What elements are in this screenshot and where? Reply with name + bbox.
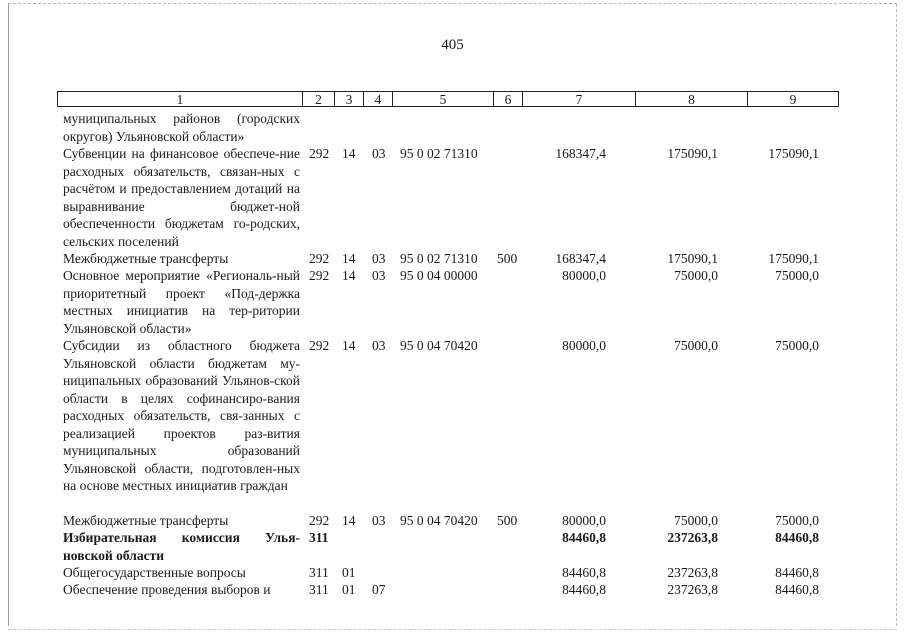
row-description: Основное мероприятие «Региональ-ный приоритетный проект «Под-держка местных инициатив на тер-ритории Ульяновской области» (63, 268, 300, 336)
cell-amount-9: 84460,8 (775, 582, 819, 597)
cell-amount-9: 75000,0 (775, 268, 819, 283)
cell-code-4: 03 (372, 268, 386, 283)
cell-code-2: 292 (309, 338, 330, 353)
header-cell: 7 (522, 91, 636, 107)
cell-code-3: 14 (342, 513, 356, 528)
cell-code-4: 03 (372, 513, 386, 528)
cell-amount-7: 168347,4 (555, 251, 606, 266)
header-cell: 8 (635, 91, 748, 107)
page-edge-bottom (8, 629, 897, 630)
header-cell: 5 (392, 91, 494, 107)
cell-code-2: 292 (309, 513, 330, 528)
cell-code-5: 95 0 02 71310 (400, 146, 478, 161)
page-number: 405 (441, 37, 464, 53)
row-description: Избирательная комиссия Улья-новской области (63, 530, 300, 563)
cell-code-3: 14 (342, 338, 356, 353)
cell-code-2: 311 (309, 530, 329, 545)
cell-code-4: 03 (372, 146, 386, 161)
cell-amount-9: 84460,8 (775, 565, 819, 580)
cell-amount-7: 84460,8 (562, 582, 606, 597)
cell-amount-9: 84460,8 (775, 530, 819, 545)
cell-amount-8: 75000,0 (674, 338, 718, 353)
cell-code-5: 95 0 04 70420 (400, 513, 478, 528)
cell-code-2: 292 (309, 251, 330, 266)
cell-code-6: 500 (497, 513, 518, 528)
cell-code-4: 03 (372, 338, 386, 353)
row-description: Общегосударственные вопросы (63, 565, 246, 580)
cell-amount-8: 237263,8 (667, 530, 718, 545)
cell-code-2: 292 (309, 268, 330, 283)
cell-amount-7: 84460,8 (562, 530, 606, 545)
page-edge-left (8, 4, 9, 626)
header-cell: 2 (302, 91, 335, 107)
cell-amount-7: 168347,4 (555, 146, 606, 161)
cell-amount-7: 80000,0 (562, 338, 606, 353)
row-description: Межбюджетные трансферты (63, 513, 229, 528)
cell-code-3: 14 (342, 146, 356, 161)
cell-amount-8: 175090,1 (667, 251, 718, 266)
cell-code-5: 95 0 02 71310 (400, 251, 478, 266)
header-cell: 9 (747, 91, 839, 107)
cell-code-3: 01 (342, 582, 356, 597)
cell-amount-9: 75000,0 (775, 513, 819, 528)
cell-code-2: 292 (309, 146, 330, 161)
cell-code-6: 500 (497, 251, 518, 266)
page-edge-right (896, 4, 897, 626)
header-cell: 1 (57, 91, 303, 107)
row-description: Субсидии из областного бюджета Ульяновской области бюджетам му-ниципальных образований Ульянов-ской области в целях софинансиро-вания расходных обязательств, свя-занных с реализацией проектов раз-вития муниципальных образований Ульяновской области, подготовлен-ных на основе местных инициатив граждан (63, 338, 300, 493)
row-description: муниципальных районов (городских округов) Ульяновской области» (63, 111, 300, 144)
cell-code-3: 14 (342, 268, 356, 283)
cell-amount-8: 75000,0 (674, 268, 718, 283)
page-edge-top (8, 3, 897, 4)
cell-amount-7: 84460,8 (562, 565, 606, 580)
cell-code-4: 03 (372, 251, 386, 266)
cell-amount-8: 237263,8 (667, 565, 718, 580)
cell-code-2: 311 (309, 582, 329, 597)
cell-amount-8: 175090,1 (667, 146, 718, 161)
cell-amount-7: 80000,0 (562, 513, 606, 528)
cell-code-3: 14 (342, 251, 356, 266)
row-description: Межбюджетные трансферты (63, 251, 229, 266)
cell-code-5: 95 0 04 00000 (400, 268, 478, 283)
cell-amount-8: 75000,0 (674, 513, 718, 528)
cell-amount-9: 175090,1 (768, 146, 819, 161)
cell-code-5: 95 0 04 70420 (400, 338, 478, 353)
header-cell: 6 (493, 91, 523, 107)
cell-amount-9: 75000,0 (775, 338, 819, 353)
cell-amount-9: 175090,1 (768, 251, 819, 266)
cell-amount-7: 80000,0 (562, 268, 606, 283)
cell-code-2: 311 (309, 565, 329, 580)
cell-code-4: 07 (372, 582, 386, 597)
header-cell: 3 (334, 91, 364, 107)
row-description: Обеспечение проведения выборов и (63, 582, 271, 597)
cell-code-3: 01 (342, 565, 356, 580)
cell-amount-8: 237263,8 (667, 582, 718, 597)
header-cell: 4 (363, 91, 393, 107)
row-description: Субвенции на финансовое обеспече-ние расходных обязательств, связан-ных с расчётом и предоставлением дотаций на выравнивание бюджет-ной обеспеченности бюджетам го-родских, сельских поселений (63, 146, 300, 249)
